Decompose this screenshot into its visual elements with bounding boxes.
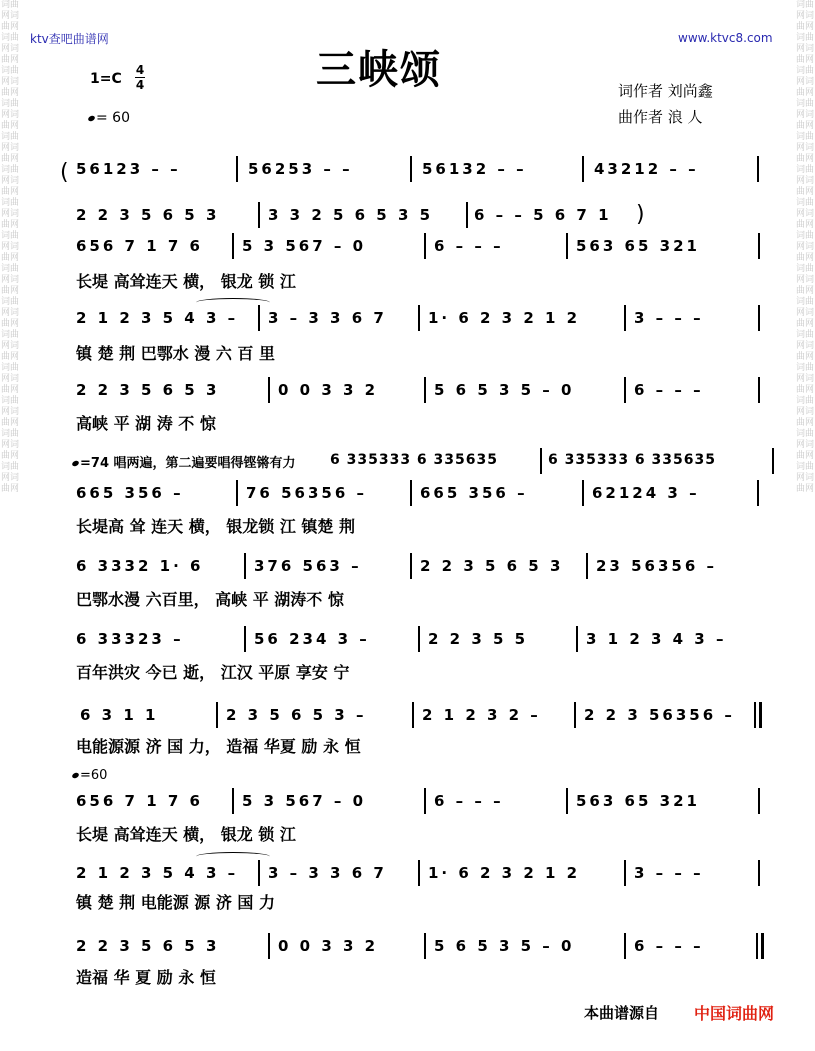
measure: 76 56356 –	[246, 484, 368, 502]
tempo-instruction-text: =74 唱两遍，第二遍要唱得铿锵有力	[80, 456, 296, 471]
measure: 3 – – –	[634, 864, 704, 882]
measure: 0 0 3 3 2	[278, 381, 379, 399]
score-row	[0, 706, 815, 756]
barline	[236, 156, 238, 182]
score-row	[0, 630, 815, 682]
open-paren: (	[60, 160, 69, 185]
measure: 3 – 3 3 6 7	[268, 864, 387, 882]
barline	[624, 933, 626, 959]
barline	[624, 377, 626, 403]
score-row	[0, 792, 815, 844]
measure: 56 234 3 –	[254, 630, 370, 648]
score-row	[0, 160, 815, 190]
lyrics-line: 长堤 高耸连天 横， 银龙 锁 江	[76, 825, 296, 844]
tempo-marking	[72, 768, 107, 783]
barline	[236, 480, 238, 506]
lyrics-line: 长堤高 耸 连天 横， 银龙锁 江 镇楚 荆	[76, 517, 355, 536]
measure: 2 2 3 5 6 5 3	[76, 206, 220, 224]
measure: 6 – – –	[634, 381, 704, 399]
lyrics-line: 高峡 平 湖 涛 不 惊	[76, 414, 216, 433]
barline	[466, 202, 468, 228]
measure: 665 356 –	[420, 484, 528, 502]
barline	[566, 233, 568, 259]
source-site-link[interactable]: 中国词曲网	[694, 1004, 775, 1023]
measure: 3 – – –	[634, 309, 704, 327]
barline	[758, 788, 760, 814]
meter-bottom: 4	[135, 78, 145, 92]
site-url-right[interactable]: www.ktvc8.com	[678, 31, 773, 45]
measure: 6 3332 1· 6	[76, 557, 204, 575]
barline	[244, 553, 246, 579]
barline	[232, 233, 234, 259]
tempo-marking	[88, 110, 130, 126]
measure: 3 – 3 3 6 7	[268, 309, 387, 327]
measure: 6 3 1 1	[80, 706, 159, 724]
barline	[258, 305, 260, 331]
quarter-note-icon	[71, 772, 79, 779]
lyrics-line: 电能源源 济 国 力， 造福 华夏 励 永 恒	[76, 737, 361, 756]
measure: 1· 6 2 3 2 1 2	[428, 864, 581, 882]
final-barline-thick	[761, 933, 764, 959]
measure: 6 335333 6 335635	[330, 452, 498, 468]
close-paren: )	[636, 202, 645, 227]
measure: 2 1 2 3 5 4 3 –	[76, 864, 239, 882]
barline	[574, 702, 576, 728]
measure: 563 65 321	[576, 792, 700, 810]
measure: 563 65 321	[576, 237, 700, 255]
lyrics-line: 镇 楚 荆 电能源 源 济 国 力	[76, 893, 275, 912]
measure: 656 7 1 7 6	[76, 792, 203, 810]
barline	[586, 553, 588, 579]
quarter-note-icon	[87, 114, 95, 121]
barline	[540, 448, 542, 474]
measure: 2 2 3 5 6 5 3	[76, 381, 220, 399]
barline	[418, 626, 420, 652]
score-row	[0, 206, 815, 236]
side-watermark-left: 词曲网词曲网词曲网词曲网词曲网词曲网词曲网词曲网词曲网词曲网词曲网词曲网词曲网词曲网词曲网词曲网词曲网词曲网词曲网词曲网词曲网词曲网词曲网词曲网词曲网词曲网词曲网词曲网词曲网词曲网	[0, 0, 19, 494]
score-row	[0, 237, 815, 291]
score-row	[0, 309, 815, 363]
barline	[268, 377, 270, 403]
side-watermark-right: 词曲网词曲网词曲网词曲网词曲网词曲网词曲网词曲网词曲网词曲网词曲网词曲网词曲网词曲网词曲网词曲网词曲网词曲网词曲网词曲网词曲网词曲网词曲网词曲网词曲网词曲网词曲网词曲网词曲网词曲网	[795, 0, 814, 494]
barline	[418, 305, 420, 331]
barline	[624, 305, 626, 331]
barline	[757, 480, 759, 506]
measure: 6 335333 6 335635	[548, 452, 716, 468]
barline	[410, 553, 412, 579]
barline	[410, 156, 412, 182]
barline	[258, 202, 260, 228]
barline	[268, 933, 270, 959]
barline	[244, 626, 246, 652]
measure: 5 6 5 3 5 – 0	[434, 381, 575, 399]
measure: 6 – – –	[434, 237, 504, 255]
barline	[424, 788, 426, 814]
song-title: 三峡颂	[316, 46, 442, 93]
barline	[424, 377, 426, 403]
barline	[566, 788, 568, 814]
measure: 5 3 567 – 0	[242, 792, 367, 810]
score-row	[0, 484, 815, 536]
measure: 665 356 –	[76, 484, 184, 502]
measure: 2 2 3 5 5	[428, 630, 529, 648]
measure: 5 3 567 – 0	[242, 237, 367, 255]
score-row	[0, 381, 815, 433]
score-row	[0, 864, 815, 912]
measure: 2 1 2 3 5 4 3 –	[76, 309, 239, 327]
lyrics-line: 造福 华 夏 励 永 恒	[76, 968, 216, 987]
barline	[582, 156, 584, 182]
score-row	[0, 557, 815, 609]
measure: 5 6 5 3 5 – 0	[434, 937, 575, 955]
lyrics-line: 镇 楚 荆 巴鄂水 漫 六 百 里	[76, 344, 275, 363]
measure: 1· 6 2 3 2 1 2	[428, 309, 581, 327]
measure: 3 3 2 5 6 5 3 5	[268, 206, 434, 224]
credit-composer: 曲作者 浪 人	[618, 108, 703, 126]
score-row	[0, 937, 815, 987]
measure: 2 2 3 5 6 5 3	[76, 937, 220, 955]
barline	[216, 702, 218, 728]
lyrics-line: 巴鄂水漫 六百里， 高峡 平 湖涛不 惊	[76, 590, 344, 609]
measure: 3 1 2 3 4 3 –	[586, 630, 727, 648]
barline	[582, 480, 584, 506]
source-label: 本曲谱源自	[584, 1004, 660, 1022]
barline	[757, 156, 759, 182]
barline	[410, 480, 412, 506]
barline	[772, 448, 774, 474]
repeat-barline-thick	[759, 702, 762, 728]
measure: 6 – – 5 6 7 1	[474, 206, 612, 224]
measure: 0 0 3 3 2	[278, 937, 379, 955]
measure: 43212 – –	[594, 160, 699, 178]
measure: 23 56356 –	[596, 557, 718, 575]
measure: 656 7 1 7 6	[76, 237, 203, 255]
barline	[758, 377, 760, 403]
site-name-left[interactable]: ktv查吧曲谱网	[30, 32, 109, 46]
barline	[258, 860, 260, 886]
barline	[624, 860, 626, 886]
measure: 376 563 –	[254, 557, 362, 575]
barline	[424, 933, 426, 959]
barline	[576, 626, 578, 652]
measure: 2 1 2 3 2 –	[422, 706, 541, 724]
repeat-barline	[754, 702, 756, 728]
barline	[424, 233, 426, 259]
tempo-value: = 60	[96, 110, 130, 126]
measure: 6 – – –	[434, 792, 504, 810]
lyrics-line: 长堤 高耸连天 横， 银龙 锁 江	[76, 272, 296, 291]
meter-top: 4	[135, 63, 145, 77]
measure: 56253 – –	[248, 160, 353, 178]
measure: 2 2 3 56356 –	[584, 706, 735, 724]
measure: 56123 – –	[76, 160, 181, 178]
key-signature: 1=C	[90, 71, 122, 87]
measure: 6 33323 –	[76, 630, 184, 648]
time-signature	[135, 63, 145, 92]
measure: 6 – – –	[634, 937, 704, 955]
barline	[412, 702, 414, 728]
lyrics-line: 百年洪灾 今已 逝， 江汉 平原 享安 宁	[76, 663, 350, 682]
final-barline	[756, 933, 758, 959]
credit-lyricist: 词作者 刘尚鑫	[618, 82, 713, 100]
measure: 2 3 5 6 5 3 –	[226, 706, 367, 724]
measure: 56132 – –	[422, 160, 527, 178]
measure: 2 2 3 5 6 5 3	[420, 557, 564, 575]
barline	[758, 860, 760, 886]
tempo-value: =60	[80, 768, 108, 783]
barline	[418, 860, 420, 886]
barline	[758, 305, 760, 331]
measure: 62124 3 –	[592, 484, 700, 502]
barline	[758, 233, 760, 259]
score-row	[0, 452, 815, 482]
barline	[232, 788, 234, 814]
